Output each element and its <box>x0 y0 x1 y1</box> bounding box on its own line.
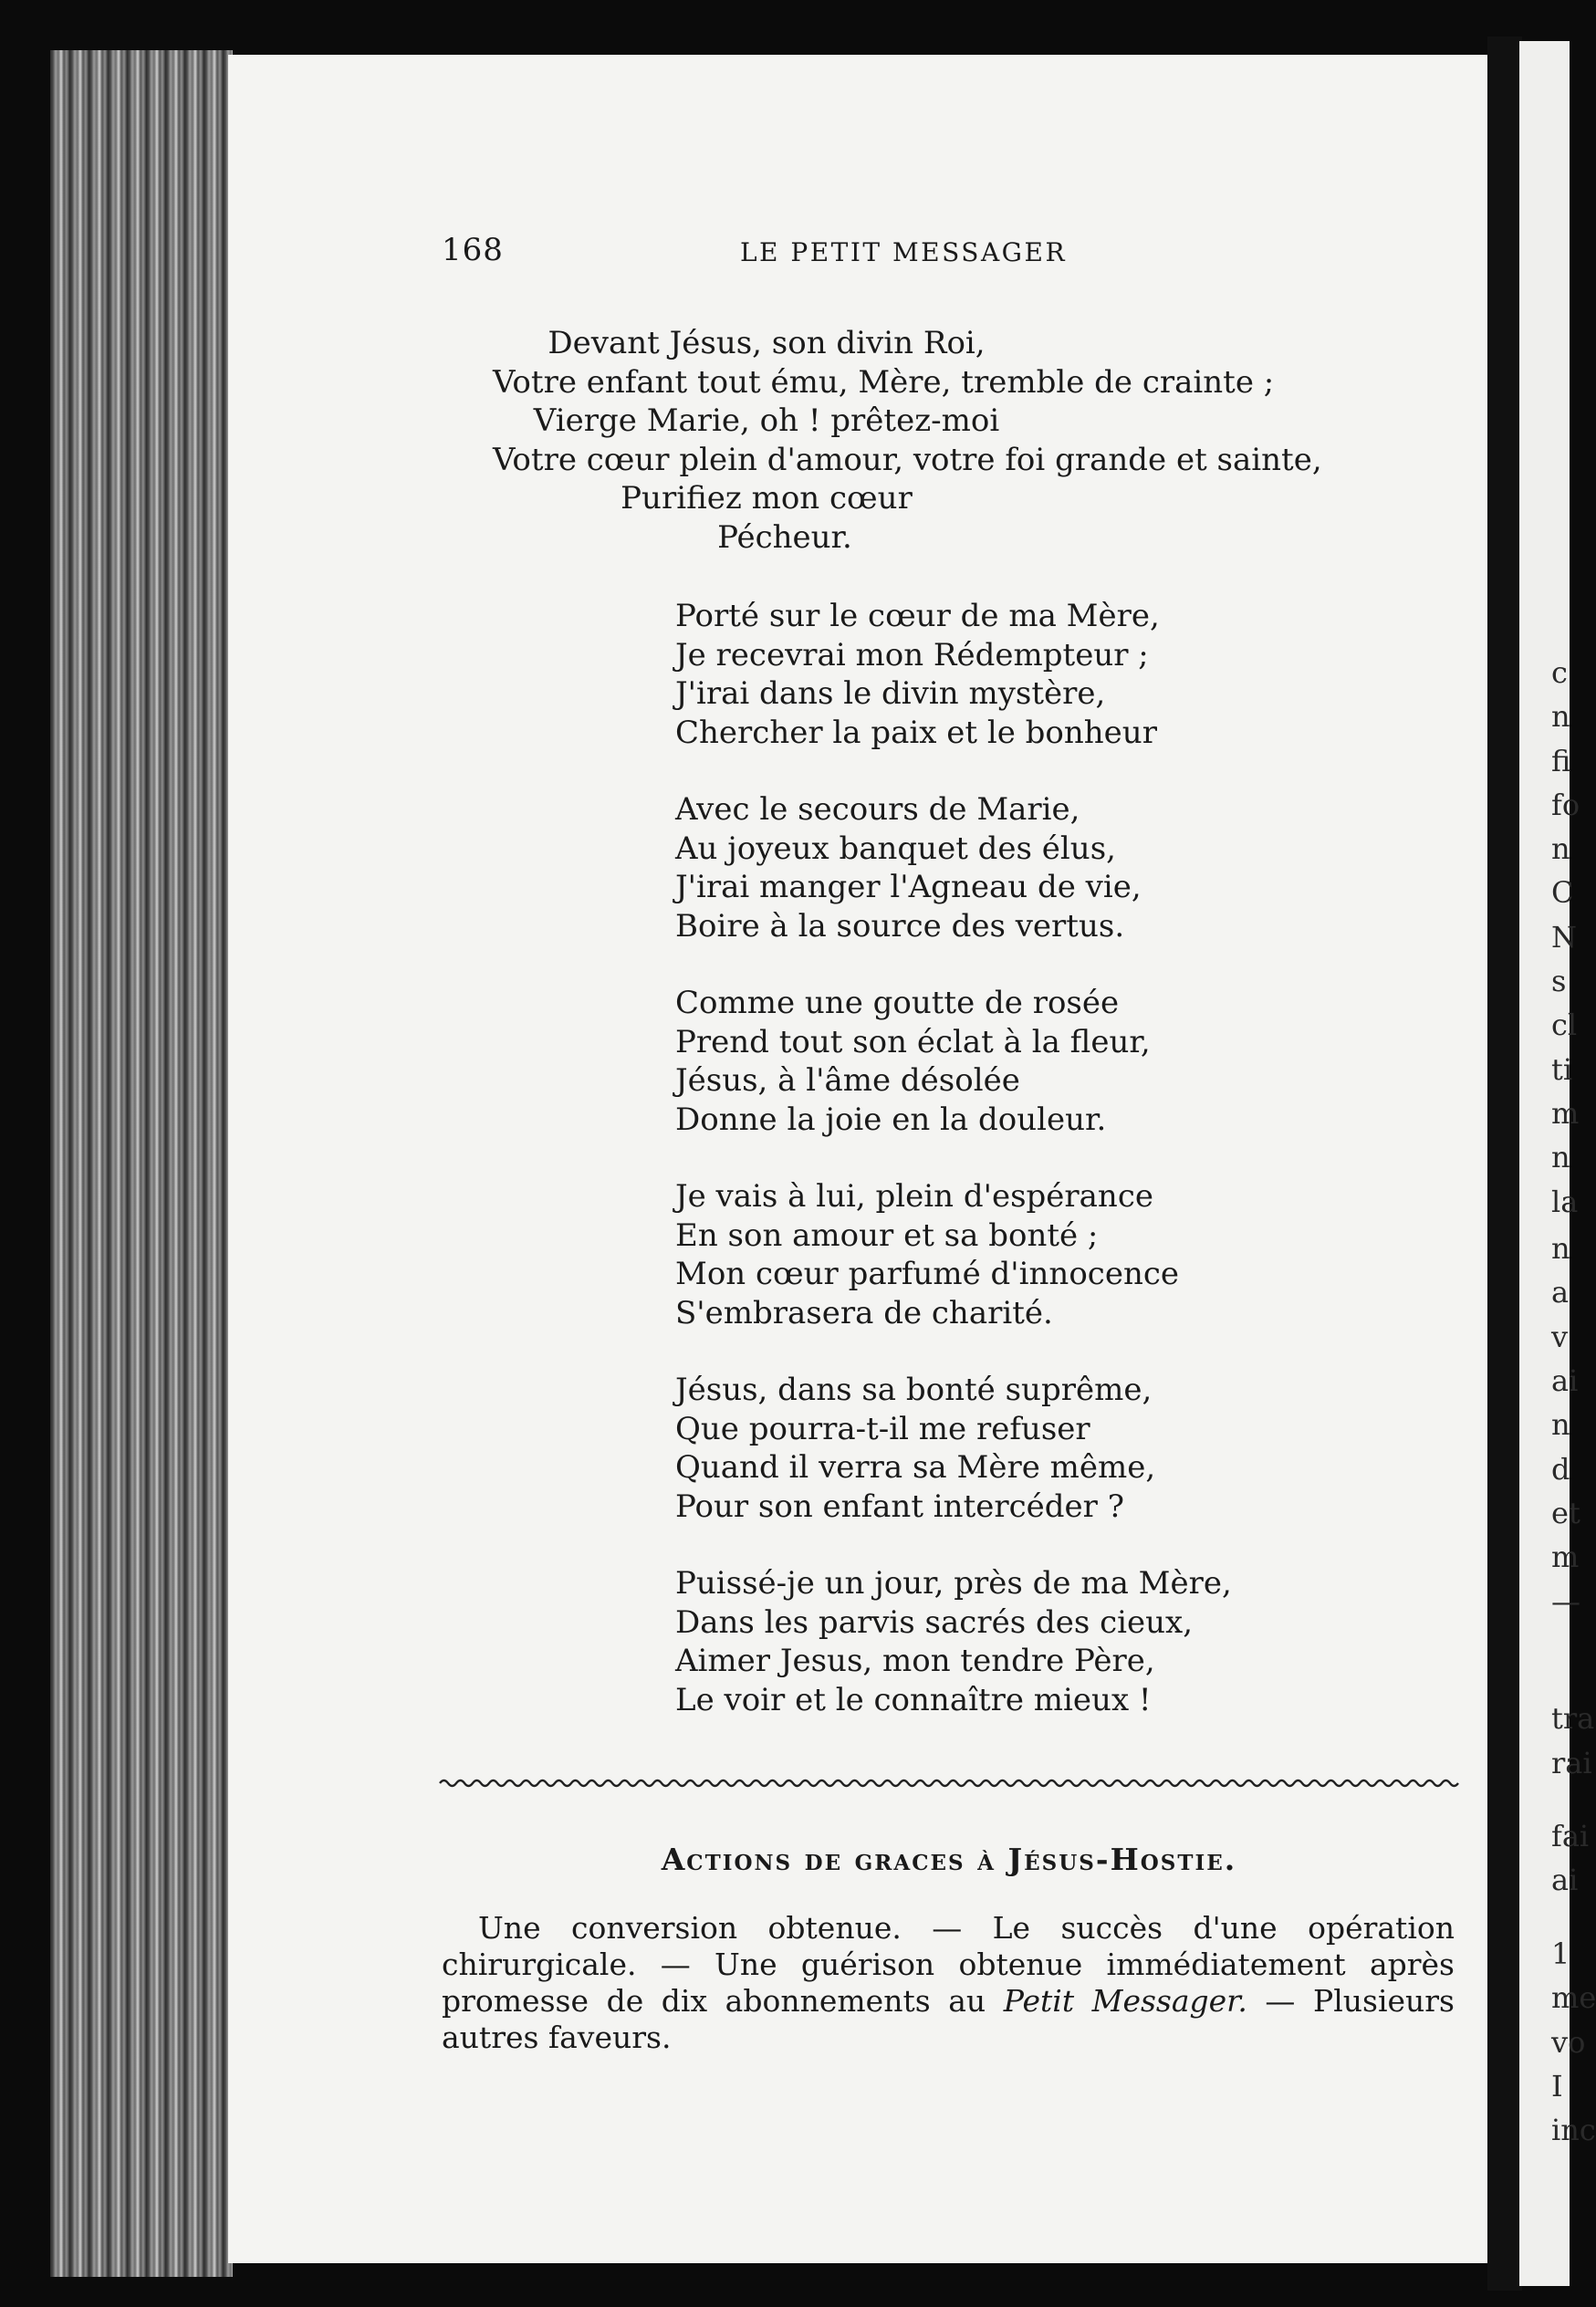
facing-page-text-fragment: fo <box>1551 787 1580 822</box>
facing-page-text-fragment: fi <box>1551 743 1571 778</box>
facing-page-text-fragment: n <box>1551 699 1570 735</box>
facing-page-text-fragment: et <box>1551 1495 1580 1530</box>
poem <box>493 324 1405 1758</box>
facing-page-text-fragment: n <box>1551 1407 1570 1443</box>
journal-title: Petit Messager. <box>1003 1983 1247 2019</box>
facing-page-text-fragment: n <box>1551 1140 1570 1175</box>
facing-page-text-fragment: c <box>1551 654 1568 690</box>
facing-page-text-fragment: inc <box>1551 2113 1596 2148</box>
facing-page-text-fragment: la <box>1551 1184 1579 1219</box>
poem-opening-stanza <box>493 324 1322 557</box>
poem-line: Puissé-je un jour, près de ma Mère, <box>675 1565 1232 1602</box>
poem-line: Porté sur le cœur de ma Mère, <box>675 598 1160 634</box>
thanksgiving-paragraph <box>442 1910 1455 2056</box>
poem-line: Chercher la paix et le bonheur <box>675 714 1157 751</box>
paragraph-text-end: — Plusieurs autres faveurs. <box>442 1983 1455 2055</box>
poem-line: Votre enfant tout ému, Mère, tremble de crainte ; <box>493 363 1275 401</box>
poem-stanza <box>493 1177 1405 1332</box>
poem-line: Le voir et le connaître mieux ! <box>675 1681 1152 1718</box>
poem-stanza <box>493 790 1405 945</box>
poem-line: Quand il verra sa Mère même, <box>675 1449 1156 1486</box>
decorative-wavy-rule <box>440 1776 1453 1790</box>
poem-stanza <box>493 984 1405 1139</box>
poem-line: En son amour et sa bonté ; <box>675 1216 1099 1254</box>
facing-page-text-fragment: n <box>1551 1231 1570 1267</box>
poem-line: Aimer Jesus, mon tendre Père, <box>675 1643 1155 1679</box>
facing-page-text-fragment: ai <box>1551 1363 1579 1398</box>
poem-line: Devant Jésus, son divin Roi, <box>548 325 986 361</box>
poem-line: Je vais à lui, plein d'espérance <box>675 1178 1153 1215</box>
poem-stanza <box>493 1371 1405 1526</box>
book-gutter <box>1487 37 1522 2291</box>
facing-page-text-fragment: 1 <box>1551 1936 1570 1971</box>
running-head: LE PETIT MESSAGER <box>739 237 1068 267</box>
poem-line: Prend tout son éclat à la fleur, <box>675 1023 1151 1060</box>
poem-line: Vierge Marie, oh ! prêtez-moi <box>533 402 1000 439</box>
poem-line: Mon cœur parfumé d'innocence <box>675 1256 1180 1292</box>
poem-line: Pécheur. <box>717 518 852 556</box>
facing-page-text-fragment: s <box>1551 964 1567 999</box>
facing-page-fragment <box>1519 41 1596 2286</box>
poem-line: Jésus, dans sa bonté suprême, <box>675 1372 1153 1408</box>
facing-page-text-fragment: tra <box>1551 1701 1595 1737</box>
poem-line: Boire à la source des vertus. <box>675 907 1125 945</box>
poem-line: Au joyeux banquet des élus, <box>675 830 1116 867</box>
facing-page-text-fragment: m <box>1551 1095 1580 1131</box>
page-number: 168 <box>442 232 504 268</box>
poem-stanza <box>493 597 1405 752</box>
facing-page-text-fragment: n <box>1551 831 1570 867</box>
facing-page-text-fragment: C <box>1551 875 1574 911</box>
page-edges <box>50 50 233 2277</box>
facing-page-text-fragment: me <box>1551 1980 1596 2016</box>
facing-page-text-fragment: v <box>1551 1319 1569 1354</box>
poem-line: Pour son enfant intercéder ? <box>675 1488 1124 1525</box>
poem-line: Comme une goutte de rosée <box>675 985 1120 1021</box>
facing-page-text-fragment: ti <box>1551 1051 1573 1087</box>
facing-page-text-fragment: cl <box>1551 1007 1578 1043</box>
poem-line: Dans les parvis sacrés des cieux, <box>675 1603 1194 1641</box>
poem-line: J'irai manger l'Agneau de vie, <box>675 869 1142 905</box>
poem-line: Avec le secours de Marie, <box>675 791 1080 828</box>
facing-page-text-fragment: m <box>1551 1540 1580 1575</box>
paragraph-text: Une conversion obtenue. — Le succès d'une opération chirurgicale. — Une guérison obtenue immédiatement après promesse de dix abonnements au <box>442 1910 1455 2019</box>
poem-line: Que pourra-t-il me refuser <box>675 1410 1090 1447</box>
poem-line: Purifiez mon cœur <box>621 480 913 517</box>
facing-page-text-fragment: ai <box>1551 1863 1579 1898</box>
facing-page-text-fragment: vo <box>1551 2024 1586 2060</box>
poem-line: Jésus, à l'âme désolée <box>675 1062 1020 1099</box>
facing-page-text-fragment: rai <box>1551 1745 1592 1780</box>
facing-page-text-fragment: a <box>1551 1275 1570 1310</box>
poem-line: Donne la joie en la douleur. <box>675 1101 1107 1138</box>
facing-page-text-fragment: d <box>1551 1451 1570 1487</box>
section-title: Actions de graces à Jésus-Hostie. <box>661 1842 1237 1877</box>
poem-line: Je recevrai mon Rédempteur ; <box>675 636 1149 673</box>
facing-page-text-fragment: fai <box>1551 1819 1590 1854</box>
poem-stanzas <box>493 597 1405 1719</box>
facing-page-text-fragment: N <box>1551 919 1577 955</box>
poem-line: J'irai dans le divin mystère, <box>675 675 1106 712</box>
poem-line: Votre cœur plein d'amour, votre foi grande et sainte, <box>493 441 1322 478</box>
facing-page-text-fragment: — <box>1551 1583 1580 1619</box>
poem-line: S'embrasera de charité. <box>675 1294 1053 1331</box>
poem-stanza <box>493 1564 1405 1719</box>
facing-page-text-fragment: I <box>1551 2068 1563 2103</box>
